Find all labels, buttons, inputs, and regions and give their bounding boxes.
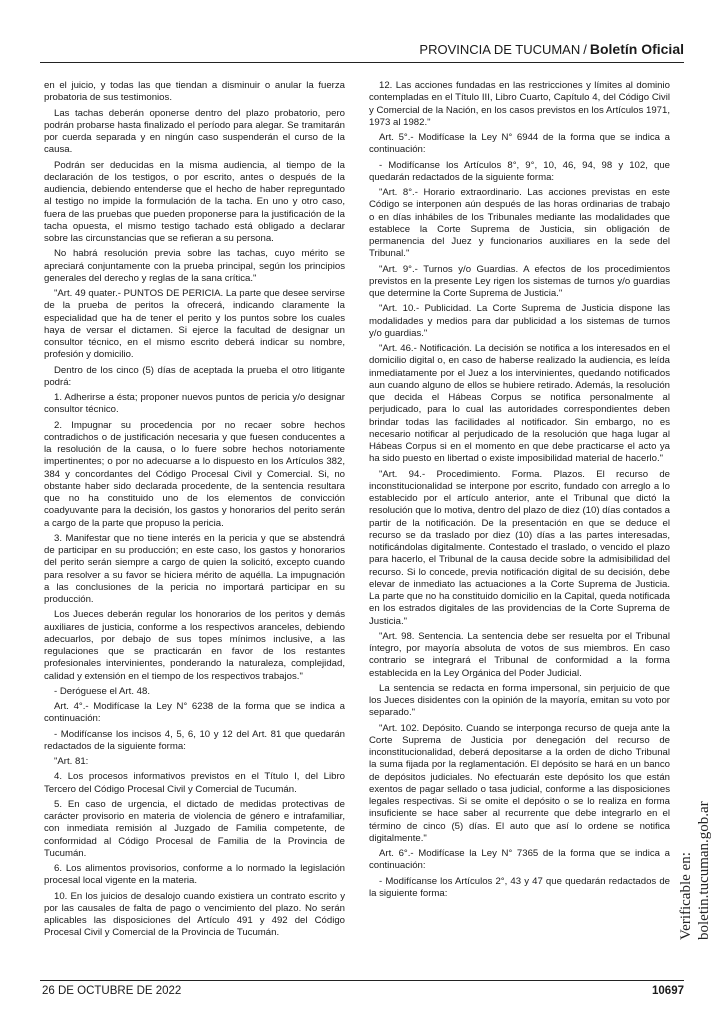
paragraph: "Art. 10.- Publicidad. La Corte Suprema de Justicia dispone las modalidades y medios para dar publicidad a los sistemas de turnos y/o guardias." xyxy=(369,303,670,339)
paragraph: Art. 5°.- Modifícase la Ley N° 6944 de la forma que se indica a continuación: xyxy=(369,132,670,156)
paragraph: - Modifícanse los Artículos 8°, 9°, 10, 46, 94, 98 y 102, que quedarán redactados de la siguiente forma: xyxy=(369,159,670,183)
paragraph: 3. Manifestar que no tiene interés en la pericia y que se abstendrá de participar en su producción; en este caso, los gastos y honorarios del perito serán siempre a cargo de quien la solicitó, excepto cuando para resolver a su favor se hiciera mérito de aquélla. La impugnación a las conclusiones de la pericia no importará participar en su producción. xyxy=(44,532,345,605)
paragraph: No habrá resolución previa sobre las tachas, cuyo mérito se apreciará conjuntamente con la prueba principal, según los principios generales del derecho y reglas de la sana crítica." xyxy=(44,248,345,284)
header-publication-name: Boletín Oficial xyxy=(589,41,684,57)
paragraph: "Art. 102. Depósito. Cuando se interponga recurso de queja ante la Corte Suprema de Justicia por denegación del recurso de inconstitucionalidad, deberá depositarse a la orden de dicho Tribunal la suma fijada por la reglamentación. El depósito se hará en un banco de depósitos judiciales. No efectuarán este depósito los que están exentos de pagar sellado o tasa judicial, conforme a las disposiciones legales respectivas. Si se omite el depósito o se lo realiza en forma insuficiente se hace saber al recurrente que debe integrarlo en el término de cinco (5) días. El auto que así lo ordene se notifica digitalmente." xyxy=(369,722,670,844)
paragraph: 5. En caso de urgencia, el dictado de medidas protectivas de carácter provisorio en materia de violencia de género e intrafamiliar, con inmediata remisión al Juzgado de Familia competente, de conformidad al Código Procesal de Familia de la Provincia de Tucumán. xyxy=(44,798,345,859)
paragraph: "Art. 94.- Procedimiento. Forma. Plazos. El recurso de inconstitucionalidad se interpone por escrito, fundado con arreglo a lo establecido por el artículo anterior, ante el Tribunal que dictó la resolución que lo motiva, dentro del plazo de diez (10) días contados a partir de la notificación. De la presentación en que se deduce el recurso se da traslado por diez (10) días a las partes interesadas, notificándolas digitalmente. Contestado el traslado, o vencido el plazo para hacerlo, el Tribunal de la causa decide sobre la admisibilidad del recurso. Si lo concede, previa notificación digital de su decisión, debe elevar de inmediato las actuaciones a la Corte Suprema de Justicia. La parte que no ha constituido domicilio en la Capital, queda notificada en los estrados digitales de las providencias de la Corte Suprema de Justicia." xyxy=(369,468,670,627)
footer-date: 26 DE OCTUBRE DE 2022 xyxy=(42,985,182,997)
right-column xyxy=(369,80,670,903)
paragraph: Podrán ser deducidas en la misma audiencia, al tiempo de la declaración de los testigos, o por escrito, antes o después de la audiencia, debiendo entenderse que el hecho de haber repreguntado al testigo no impide la formulación de la tacha. En uno y otro caso, fuera de las pruebas que pueden proponerse para la justificación de la tacha opuesta, el mismo testigo tachado está obligado a declarar sobre las circunstancias que se refieran a su persona. xyxy=(44,159,345,244)
paragraph: Art. 6°.- Modifícase la Ley N° 7365 de la forma que se indica a continuación: xyxy=(369,848,670,872)
paragraph: en el juicio, y todas las que tiendan a disminuir o anular la fuerza probatoria de sus testimonios. xyxy=(44,80,345,104)
paragraph: - Deróguese el Art. 48. xyxy=(54,685,150,697)
header-province: PROVINCIA DE TUCUMAN xyxy=(419,42,581,57)
paragraph: "Art. 81: xyxy=(54,756,89,767)
paragraph: "Art. 49 quater.- PUNTOS DE PERICIA. La parte que desee servirse de la prueba de peritos la ofrecerá, indicando claramente la especialidad que ha de tener el perito y los puntos sobre los cuales haya de versar el dictamen. Si ejerce la facultad de designar un consultor técnico, en el mismo escrito deberá indicar su nombre, profesión y domicilio. xyxy=(44,288,345,361)
paragraph: "Art. 98. Sentencia. La sentencia debe ser resuelta por el Tribunal íntegro, por mayoría absoluta de votos de sus miembros. En caso contrario se integrará el Tribunal de conformidad a la forma establecida en la Ley Orgánica del Poder Judicial. xyxy=(369,630,670,679)
header-separator: / xyxy=(583,42,587,57)
paragraph: Los Jueces deberán regular los honorarios de los peritos y demás auxiliares de justicia, conforme a los respectivos aranceles, debiendo adecuarlos, por debajo de sus topes mínimos inclusive, a las regulaciones que se practicarán en favor de los restantes profesionales intervinientes, ponderando la naturaleza, complejidad, calidad y extensión en el tiempo de los respectivos trabajos." xyxy=(44,609,345,682)
verification-label: Verificable en: xyxy=(678,852,694,940)
verification-url[interactable]: boletin.tucuman.gob.ar xyxy=(696,801,712,940)
page-header xyxy=(40,40,684,63)
paragraph: 4. Los procesos informativos previstos en el Título I, del Libro Tercero del Código Procesal Civil y Comercial de Tucumán. xyxy=(44,771,345,795)
paragraph: 6. Los alimentos provisorios, conforme a lo normado la legislación procesal local vigente en la materia. xyxy=(44,863,345,887)
page-footer xyxy=(40,980,684,1001)
paragraph: - Modifícanse los incisos 4, 5, 6, 10 y 12 del Art. 81 que quedarán redactados de la siguiente forma: xyxy=(44,728,345,752)
paragraph: - Modifícanse los Artículos 2°, 43 y 47 que quedarán redactados de la siguiente forma: xyxy=(369,875,670,899)
paragraph: "Art. 9°.- Turnos y/o Guardias. A efectos de los procedimientos previstos en la presente Ley rigen los sistemas de turnos y/o guardias que determine la Corte Suprema de Justicia." xyxy=(369,263,670,299)
paragraph: "Art. 46.- Notificación. La decisión se notifica a los interesados en el domicilio digital o, en caso de haberse realizado la audiencia, es leída inmediatamente por el Juez a los intervinientes, quedando notificados aun cuando alguno de ellos se hubiere retirado. Además, la resolución que decida el Hábeas Corpus se notifica personalmente al perjudicado, para lo cual las autoridades correspondientes deben brindar todas las facilidades al notificador. Sin embargo, no es necesario notificar al perjudicado de la resolución que haga lugar al Hábeas Corpus si en el momento en que debe practicarse el acto ya ha sido puesto en libertad o existe imposibilidad material de hacerlo." xyxy=(369,343,670,465)
paragraph: 10. En los juicios de desalojo cuando existiera un contrato escrito y por las causales de falta de pago o vencimiento del plazo. No serán aplicables las disposiciones del Artículo 491 y 492 del Código Procesal Civil y Comercial de la Provincia de Tucumán. xyxy=(44,890,345,939)
paragraph: 12. Las acciones fundadas en las restricciones y límites al dominio contempladas en el Título III, Libro Cuarto, Capítulo 4, del Código Civil y Comercial de la Nación, en los casos previstos en los Artículos 1971, 1973 al 1982." xyxy=(369,80,670,128)
paragraph: "Art. 8°.- Horario extraordinario. Las acciones previstas en este Código se interponen aún después de las horas ordinarias de trabajo o en días inhábiles de los Tribunales mediante las modalidades que establece la Corte Suprema de Justicia, sin obligación de permanencia del Juez y funcionarios auxiliares en la sede del Tribunal." xyxy=(369,187,670,260)
left-column xyxy=(44,80,345,943)
paragraph: 2. Impugnar su procedencia por no recaer sobre hechos contradichos o de justificación necesaria y que fuesen conducentes a la resolución de la causa, o lo fuere sobre hechos notoriamente impertinentes; o por no adecuarse a lo dispuesto en los Artículos 382, 384 y concordantes del Código Procesal Civil y Comercial. Si, no obstante haber sido declarada procedente, de la sentencia resultara que no ha constituido uno de los elementos de convicción coadyuvante para la decisión, los gastos y honorarios del perito serán a cargo de la parte que propuso la pericia. xyxy=(44,419,345,529)
paragraph: Art. 4°.- Modifícase la Ley N° 6238 de la forma que se indica a continuación: xyxy=(44,701,345,725)
page-number: 10697 xyxy=(652,985,684,997)
paragraph: Las tachas deberán oponerse dentro del plazo probatorio, pero podrán probarse hasta finalizado el período para alegar. Se tramitarán por cuerda separada y en ningún caso suspenderán el curso de la causa. xyxy=(44,107,345,156)
paragraph: Dentro de los cinco (5) días de aceptada la prueba el otro litigante podrá: xyxy=(44,364,345,388)
paragraph: 1. Adherirse a ésta; proponer nuevos puntos de pericia y/o designar consultor técnico. xyxy=(44,392,345,416)
paragraph: La sentencia se redacta en forma impersonal, sin perjuicio de que los Jueces disidentes con la opinión de la mayoría, emitan su voto por separado." xyxy=(369,682,670,719)
